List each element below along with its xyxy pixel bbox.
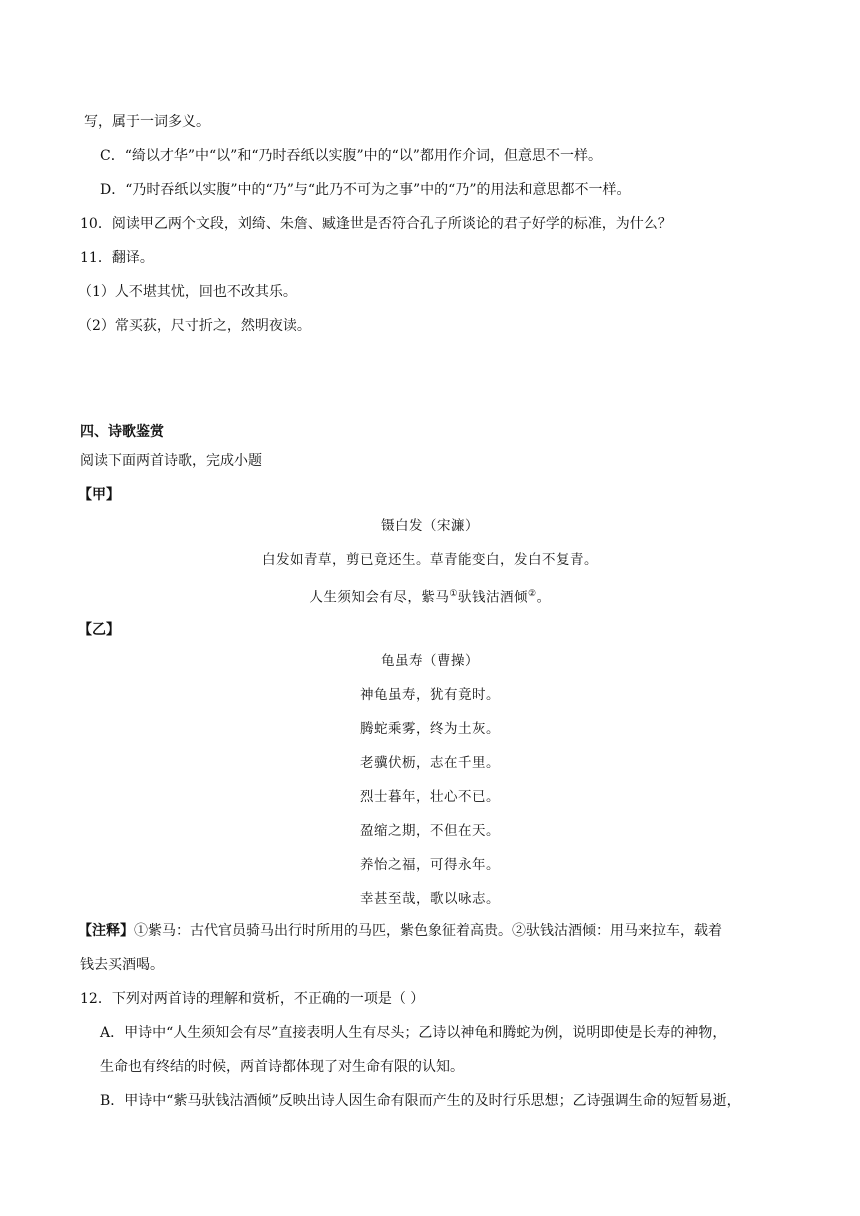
option-c: C．“绮以才华”中“以”和“乃时吞纸以实腹”中的“以”都用作介词，但意思不一样。: [100, 148, 602, 164]
question-11-sentence-1: （1）人不堪其忧，回也不改其乐。: [78, 284, 297, 300]
poem-a-line-2-middle: 驮钱沽酒倾: [458, 589, 528, 606]
poem-a-line-2-start: 人生须知会有尽，紫马: [309, 589, 450, 606]
annotation-line-2: 钱去买酒喝。: [80, 957, 164, 973]
section-4-instruction: 阅读下面两首诗歌，完成小题: [80, 453, 262, 469]
question-11-sentence-2: （2）常买荻，尺寸折之，然明夜读。: [78, 318, 311, 334]
poem-b-line: 老骥伏枥，志在千里。: [360, 755, 500, 771]
option-d: D．“乃时吞纸以实腹”中的“乃”与“此乃不可为之事”中的“乃”的用法和意思都不一样。: [100, 182, 631, 198]
poem-b-line: 烈士暮年，壮心不已。: [360, 789, 500, 805]
footnote-marker-2: ②: [528, 589, 537, 599]
annotation-text-1: ①紫马：古代官员骑马出行时所用的马匹，紫色象征着高贵。②驮钱沽酒倾：用马来拉车，载着: [134, 923, 722, 939]
footnote-marker-1: ①: [449, 589, 458, 599]
question-12-option-a-line-2: 生命也有终结的时候，两首诗都体现了对生命有限的认知。: [100, 1059, 464, 1075]
poem-a-line-2: [0, 584, 860, 608]
annotation-line-1: [78, 921, 722, 941]
poem-a-line-1: 白发如青草，剪已竟还生。草青能变白，发白不复青。: [262, 552, 598, 568]
poem-a-title: 镊白发（宋濂）: [381, 518, 479, 534]
option-b-continuation: 写，属于一词多义。: [84, 114, 210, 130]
annotation-label: 【注释】: [78, 923, 134, 939]
poem-b-line: 养怡之福，可得永年。: [360, 857, 500, 873]
question-10: 10．阅读甲乙两个文段，刘绮、朱詹、臧逢世是否符合孔子所谈论的君子好学的标准，为什么？: [80, 216, 672, 232]
poem-b-line: 神龟虽寿，犹有竟时。: [360, 687, 500, 703]
question-12-option-b-line-1: B．甲诗中“紫马驮钱沽酒倾”反映出诗人因生命有限而产生的及时行乐思想；乙诗强调生命的短暂易逝，: [100, 1093, 741, 1109]
question-12-title: 12．下列对两首诗的理解和赏析，不正确的一项是（ ）: [80, 991, 425, 1007]
poem-b-title: 龟虽寿（曹操）: [381, 653, 479, 669]
question-12-option-a-line-1: A．甲诗中“人生须知会有尽”直接表明人生有尽头；乙诗以神龟和腾蛇为例，说明即使是长寿的神物，: [100, 1025, 727, 1041]
poem-b-line: 盈缩之期，不但在天。: [360, 823, 500, 839]
poem-b-line: 幸甚至哉，歌以咏志。: [360, 891, 500, 907]
poem-a-marker: 【甲】: [78, 487, 120, 503]
section-4-title: 四、诗歌鉴赏: [80, 424, 164, 440]
poem-b-line: 腾蛇乘雾，终为土灰。: [360, 721, 500, 737]
poem-b-marker: 【乙】: [78, 622, 120, 638]
question-11-title: 11．翻译。: [80, 250, 154, 266]
poem-a-line-2-end: 。: [536, 589, 551, 606]
